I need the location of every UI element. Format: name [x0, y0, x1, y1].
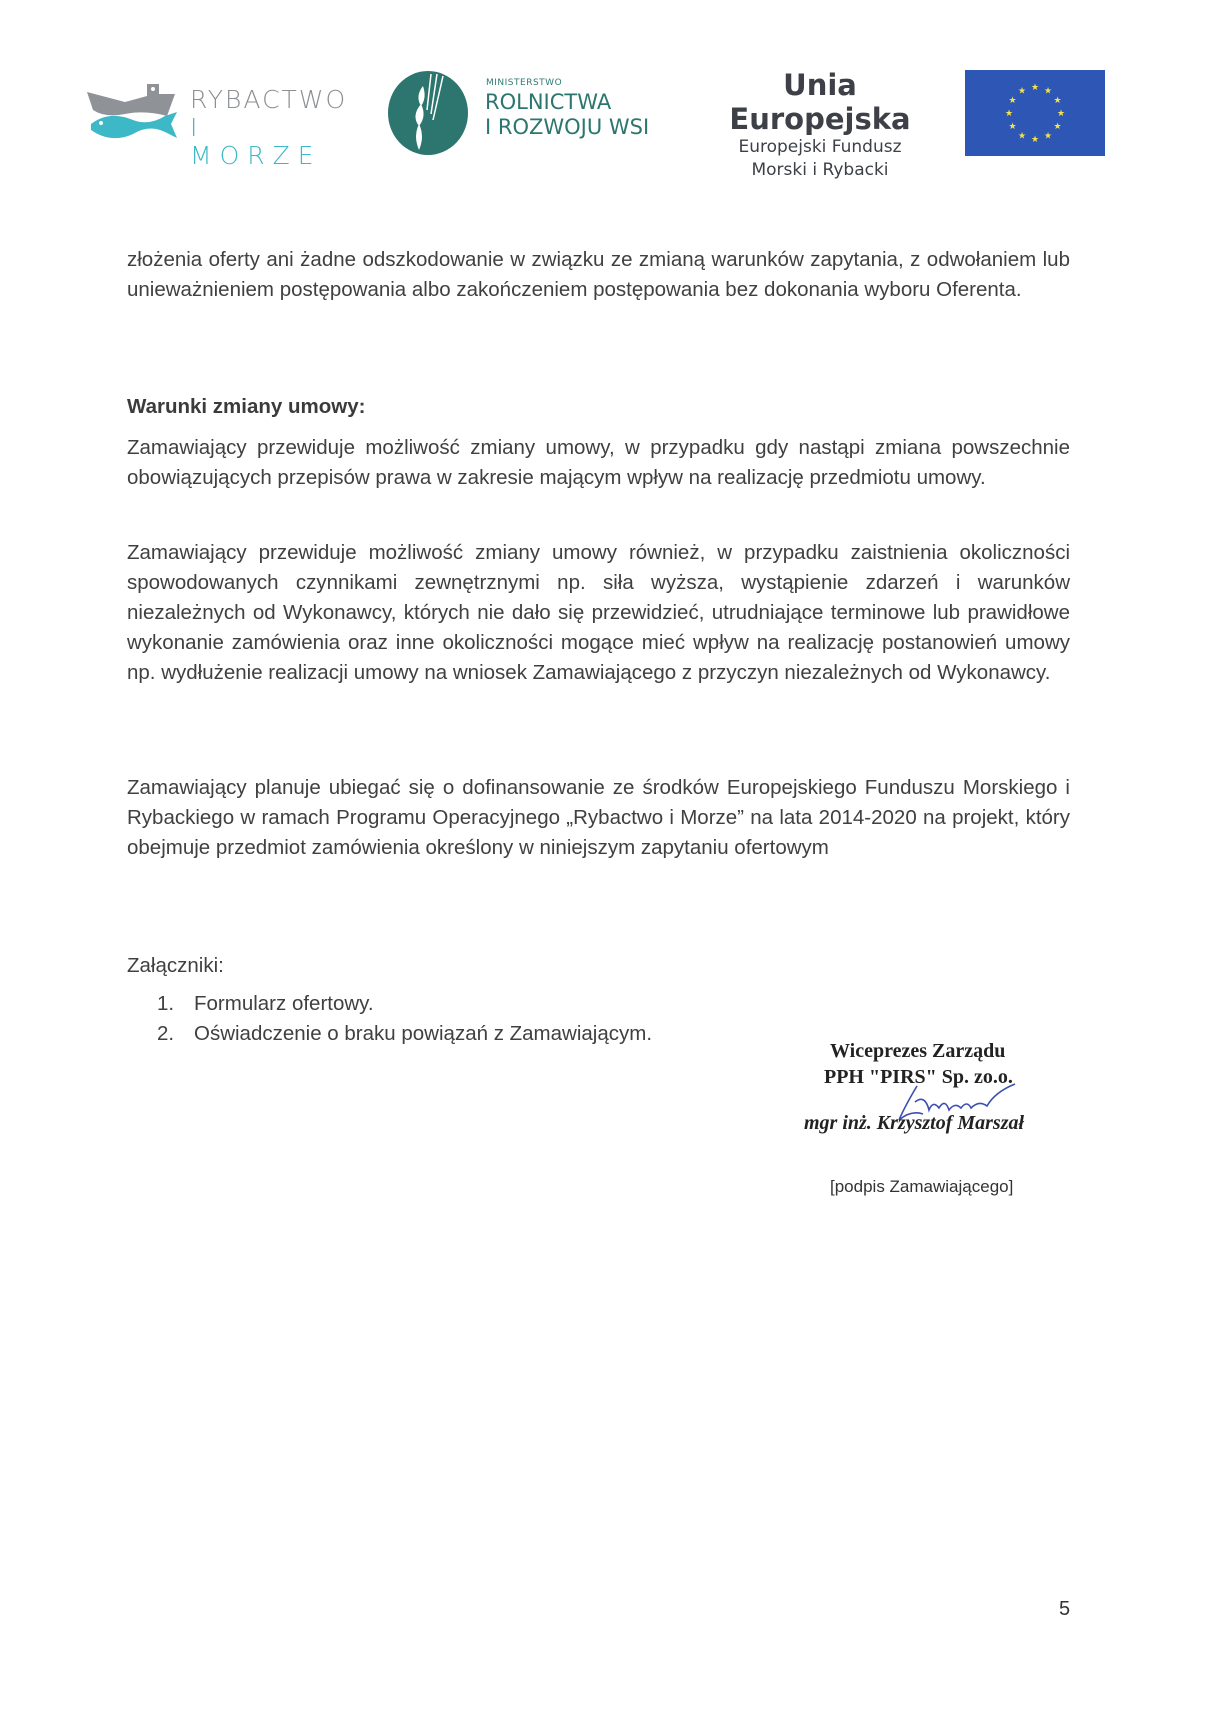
ministry-logo-line2: I ROZWOJU WSI	[485, 115, 650, 139]
rybactwo-logo-line1: RYBACTWO	[190, 85, 348, 114]
signer-name: mgr inż. Krzysztof Marszał	[804, 1112, 1025, 1134]
eu-star: ★	[1053, 95, 1062, 105]
attachment-item: 2. Oświadczenie o braku powiązań z Zamawiającym.	[157, 1022, 653, 1045]
signer-title: Wiceprezes Zarządu	[830, 1040, 1006, 1062]
eu-star: ★	[1030, 134, 1040, 144]
section-heading: Warunki zmiany umowy:	[127, 395, 366, 418]
eu-star: ★	[1056, 108, 1066, 118]
page-number: 5	[1059, 1598, 1071, 1620]
eu-star: ★	[1008, 95, 1017, 105]
eu-star: ★	[1008, 121, 1017, 131]
eu-star: ★	[1017, 85, 1027, 96]
ministry-logo-small: MINISTERSTWO	[486, 78, 563, 88]
attachment-item: 1. Formularz ofertowy.	[157, 992, 374, 1015]
boat-fish-icon	[85, 80, 185, 142]
signature-caption: [podpis Zamawiającego]	[830, 1177, 1014, 1196]
wheat-ear-icon	[387, 70, 469, 156]
letterhead	[0, 0, 1205, 180]
paragraph-contract-change-law: Zamawiający przewiduje możliwość zmiany umowy, w przypadku gdy nastąpi zmiana powszechnie obowiązujących przepisów prawa w zakresie mającym wpływ na realizację przedmiotu umowy.	[127, 436, 1070, 489]
ministry-logo-line1: ROLNICTWA	[485, 90, 612, 114]
eu-star: ★	[1043, 130, 1053, 141]
eu-star: ★	[1004, 108, 1014, 118]
eu-title: Unia Europejska	[729, 68, 911, 136]
paragraph-eu-funding: Zamawiający planuje ubiegać się o dofinansowanie ze środków Europejskiego Funduszu Morskiego i Rybackiego w ramach Programu Operacyjnego „Rybactwo i Morze” na lata 2014-2020 na projekt, który obejmuje przedmiot zamówienia określony w niniejszym zapytaniu ofertowym	[127, 776, 1070, 859]
eu-flag-icon	[965, 70, 1105, 156]
paragraph-contract-change-external: Zamawiający przewiduje możliwość zmiany umowy również, w przypadku zaistnienia okoliczności spowodowanych czynnikami zewnętrznymi np. siła wyższa, wystąpienie zdarzeń i warunków niezależnych od Wykonawcy, których nie dało się przewidzieć, utrudniające terminowe lub prawidłowe wykonanie zamówienia oraz inne okoliczności mogące mieć wpływ na realizację postanowień umowy np. wydłużenie realizacji umowy na wniosek Zamawiającego z przyczyn niezależnych od Wykonawcy.	[127, 541, 1070, 684]
attachments-label: Załączniki:	[127, 954, 224, 977]
attachments-list	[157, 989, 652, 1049]
paragraph-offer-costs: złożenia oferty ani żadne odszkodowanie w związku ze zmianą warunków zapytania, z odwołaniem lub unieważnieniem postępowania albo zakończeniem postępowania bez dokonania wyboru Oferenta.	[127, 248, 1070, 301]
eu-star: ★	[1053, 121, 1062, 131]
rybactwo-logo-line2: I MORZE	[190, 113, 322, 170]
eu-logo-text	[690, 68, 950, 182]
eu-subtitle-line1: Europejski Fundusz	[738, 137, 902, 157]
eu-star: ★	[1043, 85, 1053, 96]
eu-star: ★	[1030, 82, 1040, 92]
rybactwo-i-morze-logo	[85, 80, 348, 170]
signer-company: PPH "PIRS" Sp. zo.o.	[824, 1066, 1013, 1088]
eu-star: ★	[1017, 130, 1027, 141]
eu-subtitle-line2: Morski i Rybacki	[751, 160, 889, 180]
